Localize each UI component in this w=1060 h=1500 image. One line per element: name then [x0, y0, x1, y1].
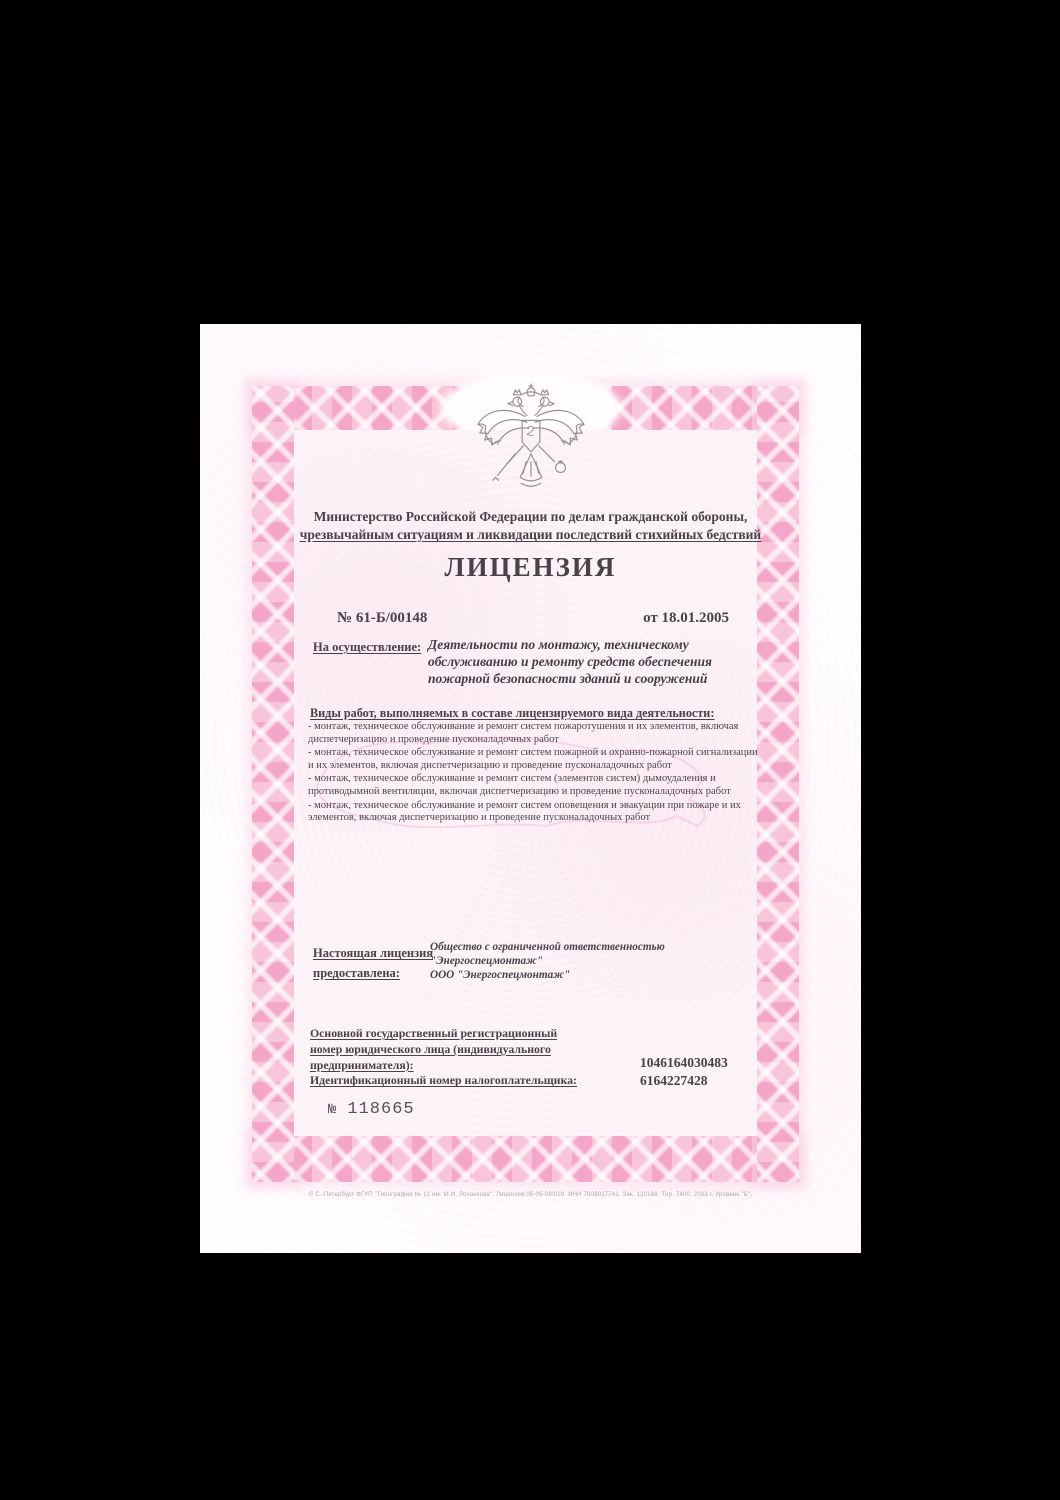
- license-date: от 18.01.2005: [643, 610, 729, 626]
- printshop-fine-print: © С.-Петербург ФГУП "Типография № 12 им. М.И. Лоханкова". Лицензия 05-05-09/019. ИНН 7808037741. Зак. 130188. Тир. 7400. 2003 г. Уровень "Б".: [308, 1192, 753, 1198]
- grantee-company: [430, 940, 665, 982]
- ministry-header: [200, 508, 861, 544]
- works-item: - монтаж, техническое обслуживание и ремонт систем пожарной и охранно-пожарной сигнализации и их элементов, включая диспетчеризацию и проведение пусконаладочных работ: [308, 747, 758, 771]
- coat-of-arms-icon: [472, 380, 590, 504]
- serial-prefix: №: [328, 1102, 338, 1118]
- company-line-3: ООО "Энергоспецмонтаж": [430, 969, 571, 981]
- grantee-label-line-1: Настоящая лицензия: [313, 946, 434, 960]
- inn-value: 6164227428: [640, 1073, 708, 1088]
- company-line-1: Общество с ограниченной ответственностью: [430, 941, 665, 953]
- purpose-line-3: пожарной безопасности зданий и сооружений: [428, 671, 708, 686]
- purpose-label: На осуществление:: [313, 640, 422, 654]
- document-title: ЛИЦЕНЗИЯ: [444, 552, 617, 582]
- form-serial-number: [328, 1100, 415, 1119]
- grantee-label: [313, 943, 433, 983]
- ogrn-value: 1046164030483: [640, 1055, 728, 1070]
- purpose-text: [428, 636, 740, 687]
- ministry-line-2: чрезвычайным ситуациям и ликвидации последствий стихийных бедствий: [299, 527, 762, 542]
- works-item: - монтаж, техническое обслуживание и ремонт систем оповещения и эвакуации при пожаре и их элементов, включая диспетчеризацию и проведение пусконаладочных работ: [308, 799, 741, 824]
- ministry-line-1: Министерство Российской Федерации по делам гражданской обороны,: [313, 509, 748, 524]
- border-band-left: [252, 386, 294, 1182]
- works-item: - монтаж, техническое обслуживание и ремонт систем пожаротушения и их элементов, включая диспетчеризацию и проведение пусконаладочных работ: [308, 721, 739, 745]
- registration-labels: [310, 1026, 577, 1089]
- border-band-right: [757, 386, 799, 1182]
- works-list: [308, 721, 763, 826]
- inn-label: Идентификационный номер налогоплательщика:: [310, 1073, 577, 1088]
- ogrn-label-line-2: номер юридического лица (индивидуального: [310, 1041, 551, 1056]
- ogrn-label-line-3: предпринимателя):: [310, 1057, 414, 1072]
- border-band-bottom: [252, 1136, 799, 1182]
- purpose-line-2: обслуживанию и ремонту средств обеспечения: [428, 654, 712, 669]
- grantee-label-line-2: предоставлена:: [313, 966, 400, 980]
- works-item: - монтаж, техническое обслуживание и ремонт систем (элементов систем) дымоудаления и противодымной вентиляции, включая диспетчеризацию и проведение пусконаладочных работ: [308, 773, 731, 797]
- license-number: № 61-Б/00148: [337, 610, 428, 626]
- ogrn-label-line-1: Основной государственный регистрационный: [310, 1026, 558, 1040]
- company-line-2: "Энергоспецмонтаж": [430, 955, 543, 967]
- purpose-line-1: Деятельности по монтажу, техническому: [428, 637, 689, 652]
- works-heading: Виды работ, выполняемых в составе лицензируемого вида деятельности:: [310, 706, 715, 720]
- license-number-row: [337, 610, 729, 627]
- license-document-page: [200, 324, 861, 1253]
- serial-digits: 118665: [347, 1100, 415, 1119]
